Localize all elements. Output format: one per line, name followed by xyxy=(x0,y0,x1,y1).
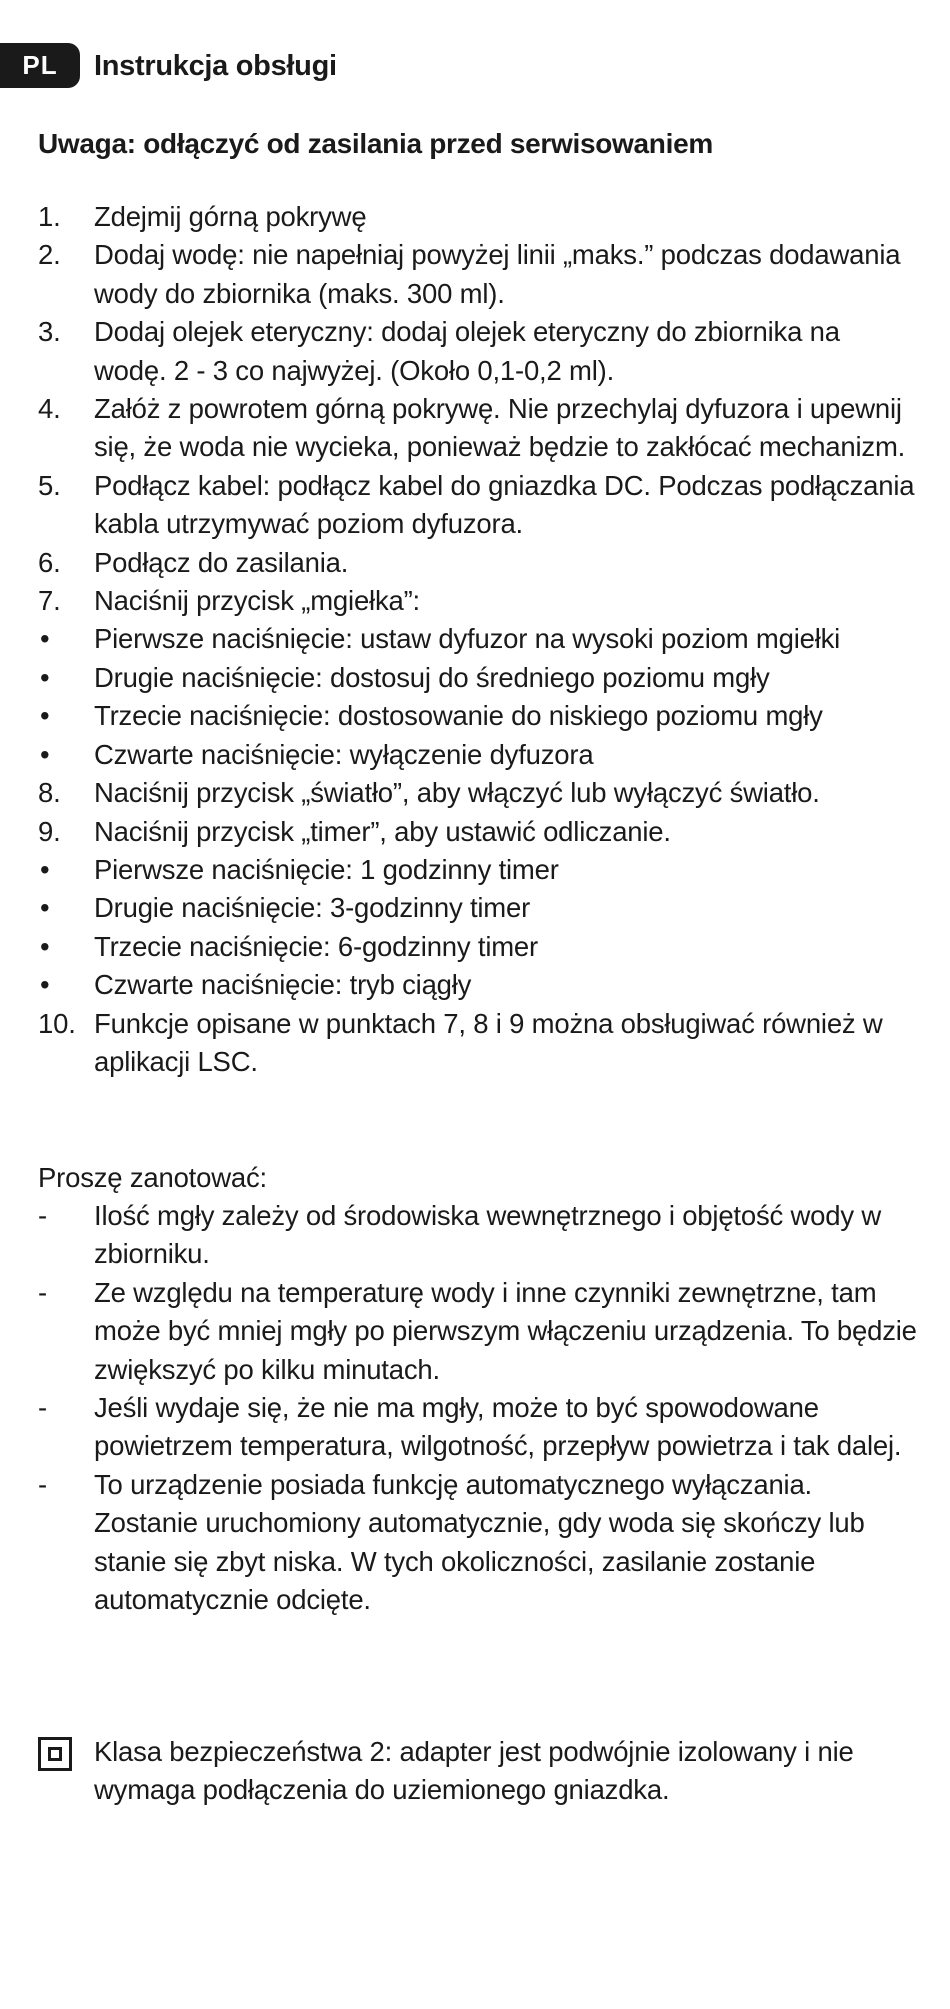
step-item xyxy=(38,544,918,582)
sub-step-text: Pierwsze naciśnięcie: 1 godzinny timer xyxy=(94,853,559,885)
step-number: 7. xyxy=(38,585,61,617)
safety-class-text: Klasa bezpieczeństwa 2: adapter jest podwójnie izolowany i nie wymaga podłączenia do uziemionego gniazdka. xyxy=(94,1736,854,1806)
note-text: Ilość mgły zależy od środowiska wewnętrznego i objętość wody w zbiorniku. xyxy=(94,1200,881,1270)
notes-heading: Proszę zanotować: xyxy=(38,1162,267,1193)
sub-step-item xyxy=(38,928,918,966)
instruction-steps-list xyxy=(38,198,918,1081)
step-text: Dodaj olejek eteryczny: dodaj olejek eteryczny do zbiornika na wodę. 2 - 3 co najwyżej. (Około 0,1-0,2 ml). xyxy=(94,316,840,386)
step-text: Naciśnij przycisk „światło”, aby włączyć lub wyłączyć światło. xyxy=(94,777,820,809)
step-item xyxy=(38,236,918,313)
dash-marker: - xyxy=(38,1468,47,1500)
step-number: 8. xyxy=(38,777,61,809)
bullet-marker: • xyxy=(40,661,50,693)
step-number: 5. xyxy=(38,469,61,501)
safety-class-notice xyxy=(38,1733,918,1810)
sub-step-text: Drugie naciśnięcie: 3-godzinny timer xyxy=(94,892,531,924)
note-text: Jeśli wydaje się, że nie ma mgły, może to być spowodowane powietrzem temperatura, wilgotność, przepływ powietrza i tak dalej. xyxy=(94,1392,902,1462)
sub-step-text: Trzecie naciśnięcie: 6-godzinny timer xyxy=(94,930,538,962)
dash-marker: - xyxy=(38,1276,47,1308)
step-text: Naciśnij przycisk „mgiełka”: xyxy=(94,585,420,617)
dash-marker: - xyxy=(38,1392,47,1424)
step-item xyxy=(38,1005,918,1082)
sub-step-item xyxy=(38,659,918,697)
step-item xyxy=(38,198,918,236)
step-text: Załóż z powrotem górną pokrywę. Nie przechylaj dyfuzora i upewnij się, że woda nie wycieka, ponieważ będzie to zakłócać mechanizm. xyxy=(94,393,906,463)
warning-heading: Uwaga: odłączyć od zasilania przed serwisowaniem xyxy=(38,128,713,159)
sub-step-text: Czwarte naciśnięcie: tryb ciągły xyxy=(94,969,472,1001)
bullet-marker: • xyxy=(40,738,50,770)
dash-marker: - xyxy=(38,1200,47,1231)
bullet-marker: • xyxy=(40,853,50,885)
step-text: Funkcje opisane w punktach 7, 8 i 9 można obsługiwać również w aplikacji LSC. xyxy=(94,1007,883,1077)
step-number: 9. xyxy=(38,815,61,847)
step-number: 3. xyxy=(38,316,61,348)
step-number: 6. xyxy=(38,546,61,578)
note-item xyxy=(38,1274,918,1389)
sub-step-text: Czwarte naciśnięcie: wyłączenie dyfuzora xyxy=(94,738,594,770)
sub-step-text: Drugie naciśnięcie: dostosuj do średniego poziomu mgły xyxy=(94,661,770,693)
step-number: 2. xyxy=(38,239,61,271)
note-text: To urządzenie posiada funkcję automatycznego wyłączania. Zostanie uruchomiony automatycznie, gdy woda się skończy lub stanie się zbyt niska. W tych okoliczności, zasilanie zostanie automatycznie odcięte. xyxy=(94,1468,865,1616)
sub-step-text: Pierwsze naciśnięcie: ustaw dyfuzor na wysoki poziom mgiełki xyxy=(94,623,841,655)
sub-step-item xyxy=(38,620,918,658)
step-item xyxy=(38,313,918,390)
page-title: Instrukcja obsługi xyxy=(94,50,337,82)
sub-step-item xyxy=(38,697,918,735)
step-number: 10. xyxy=(38,1007,76,1039)
step-number: 4. xyxy=(38,393,61,425)
notes-list xyxy=(38,1197,918,1619)
step-item xyxy=(38,774,918,812)
step-item xyxy=(38,390,918,467)
bullet-marker: • xyxy=(40,623,50,655)
bullet-marker: • xyxy=(40,892,50,924)
bullet-marker: • xyxy=(40,700,50,732)
step-number: 1. xyxy=(38,201,61,232)
language-badge: PL xyxy=(0,43,80,88)
sub-step-item xyxy=(38,966,918,1004)
note-item xyxy=(38,1389,918,1466)
step-text: Zdejmij górną pokrywę xyxy=(94,201,367,232)
note-item xyxy=(38,1466,918,1620)
step-item xyxy=(38,467,918,544)
sub-step-item xyxy=(38,851,918,889)
note-text: Ze względu na temperaturę wody i inne czynniki zewnętrzne, tam może być mniej mgły po pierwszym włączeniu urządzenia. To będzie zwiększyć po kilku minutach. xyxy=(94,1276,917,1385)
sub-step-text: Trzecie naciśnięcie: dostosowanie do niskiego poziomu mgły xyxy=(94,700,823,732)
bullet-marker: • xyxy=(40,930,50,962)
bullet-marker: • xyxy=(40,969,50,1001)
step-text: Podłącz kabel: podłącz kabel do gniazdka DC. Podczas podłączania kabla utrzymywać poziom dyfuzora. xyxy=(94,469,915,540)
step-text: Dodaj wodę: nie napełniaj powyżej linii „maks.” podczas dodawania wody do zbiornika (maks. 300 ml). xyxy=(94,239,901,309)
sub-step-item xyxy=(38,889,918,927)
step-item xyxy=(38,813,918,851)
class-2-double-insulation-icon xyxy=(38,1737,72,1771)
class-2-inner-square xyxy=(48,1747,62,1761)
step-text: Podłącz do zasilania. xyxy=(94,546,349,578)
note-item xyxy=(38,1197,918,1274)
sub-step-item xyxy=(38,736,918,774)
step-item xyxy=(38,582,918,620)
step-text: Naciśnij przycisk „timer”, aby ustawić odliczanie. xyxy=(94,815,671,847)
